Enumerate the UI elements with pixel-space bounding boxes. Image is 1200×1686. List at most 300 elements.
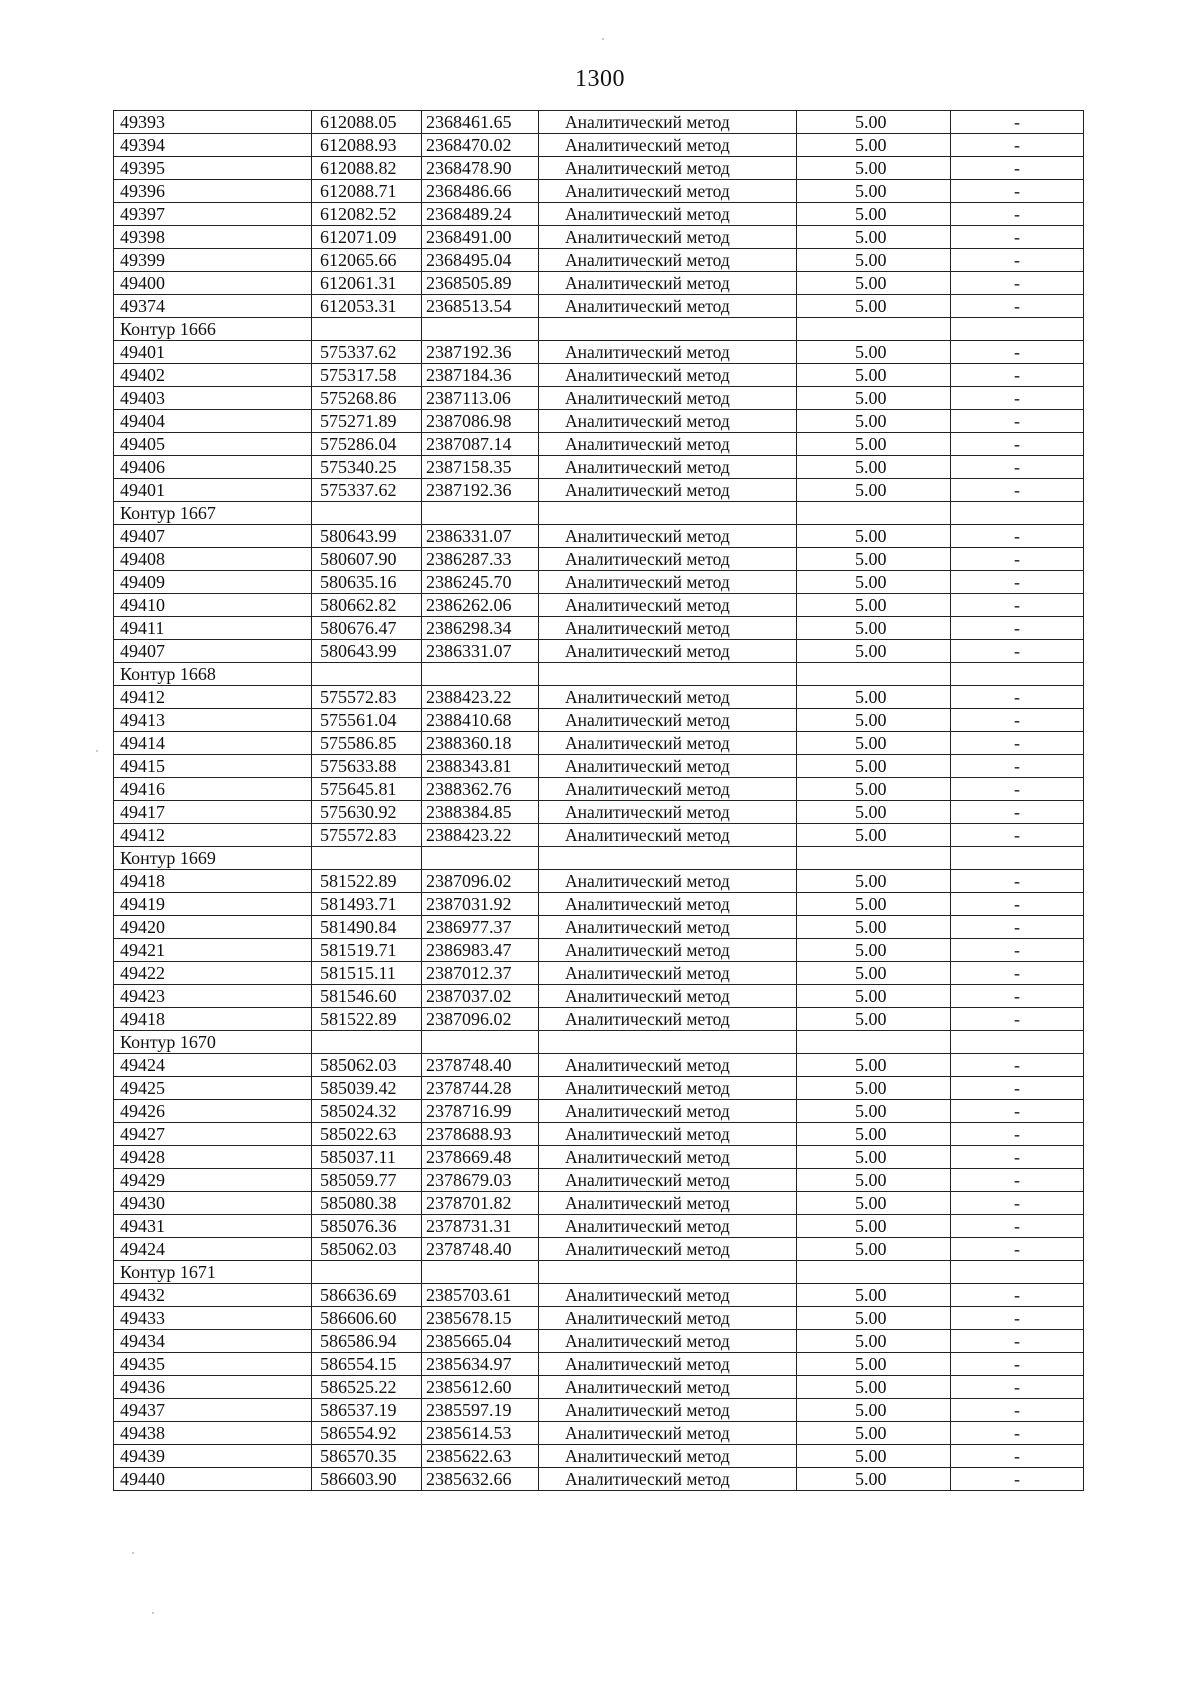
coordinates-table-body [114, 111, 1084, 1491]
point-id-cell: 49417 [114, 801, 312, 824]
point-id-cell: 49406 [114, 456, 312, 479]
method-cell: Аналитический метод [539, 295, 797, 318]
y-coordinate-cell: 2378669.48 [422, 1146, 539, 1169]
method-cell: Аналитический метод [539, 571, 797, 594]
point-id-cell: 49436 [114, 1376, 312, 1399]
y-coordinate-cell: 2388362.76 [422, 778, 539, 801]
method-cell: Аналитический метод [539, 1169, 797, 1192]
empty-cell [422, 1261, 539, 1284]
point-id-cell: 49416 [114, 778, 312, 801]
note-cell: - [951, 433, 1084, 456]
method-cell: Аналитический метод [539, 410, 797, 433]
note-cell: - [951, 1330, 1084, 1353]
point-id-cell: 49434 [114, 1330, 312, 1353]
empty-cell [422, 502, 539, 525]
y-coordinate-cell: 2386262.06 [422, 594, 539, 617]
method-cell: Аналитический метод [539, 1192, 797, 1215]
accuracy-value-cell: 5.00 [797, 732, 951, 755]
method-cell: Аналитический метод [539, 111, 797, 134]
point-id-cell: 49422 [114, 962, 312, 985]
y-coordinate-cell: 2368486.66 [422, 180, 539, 203]
accuracy-value-cell: 5.00 [797, 134, 951, 157]
note-cell: - [951, 939, 1084, 962]
method-cell: Аналитический метод [539, 157, 797, 180]
accuracy-value-cell: 5.00 [797, 755, 951, 778]
point-id-cell: 49396 [114, 180, 312, 203]
x-coordinate-cell: 580643.99 [312, 525, 422, 548]
note-cell: - [951, 962, 1084, 985]
point-id-cell: 49403 [114, 387, 312, 410]
method-cell: Аналитический метод [539, 778, 797, 801]
accuracy-value-cell: 5.00 [797, 1146, 951, 1169]
table-row [114, 824, 1084, 847]
point-id-cell: 49395 [114, 157, 312, 180]
y-coordinate-cell: 2387012.37 [422, 962, 539, 985]
note-cell: - [951, 1422, 1084, 1445]
note-cell: - [951, 1468, 1084, 1491]
x-coordinate-cell: 585062.03 [312, 1054, 422, 1077]
accuracy-value-cell: 5.00 [797, 1008, 951, 1031]
table-row [114, 341, 1084, 364]
scan-speck [152, 1612, 154, 1614]
accuracy-value-cell: 5.00 [797, 1215, 951, 1238]
x-coordinate-cell: 575572.83 [312, 824, 422, 847]
table-row [114, 1330, 1084, 1353]
accuracy-value-cell: 5.00 [797, 180, 951, 203]
point-id-cell: 49423 [114, 985, 312, 1008]
empty-cell [539, 1031, 797, 1054]
contour-header-row [114, 847, 1084, 870]
method-cell: Аналитический метод [539, 640, 797, 663]
method-cell: Аналитический метод [539, 525, 797, 548]
point-id-cell: 49419 [114, 893, 312, 916]
note-cell: - [951, 709, 1084, 732]
contour-label: Контур 1669 [114, 847, 312, 870]
contour-header-row [114, 1031, 1084, 1054]
empty-cell [312, 847, 422, 870]
x-coordinate-cell: 586570.35 [312, 1445, 422, 1468]
y-coordinate-cell: 2388410.68 [422, 709, 539, 732]
y-coordinate-cell: 2388423.22 [422, 686, 539, 709]
point-id-cell: 49428 [114, 1146, 312, 1169]
x-coordinate-cell: 612088.82 [312, 157, 422, 180]
point-id-cell: 49425 [114, 1077, 312, 1100]
point-id-cell: 49424 [114, 1238, 312, 1261]
point-id-cell: 49398 [114, 226, 312, 249]
accuracy-value-cell: 5.00 [797, 824, 951, 847]
point-id-cell: 49418 [114, 870, 312, 893]
note-cell: - [951, 111, 1084, 134]
table-row [114, 1307, 1084, 1330]
accuracy-value-cell: 5.00 [797, 893, 951, 916]
table-row [114, 134, 1084, 157]
note-cell: - [951, 824, 1084, 847]
y-coordinate-cell: 2368495.04 [422, 249, 539, 272]
point-id-cell: 49433 [114, 1307, 312, 1330]
accuracy-value-cell: 5.00 [797, 1307, 951, 1330]
accuracy-value-cell: 5.00 [797, 226, 951, 249]
point-id-cell: 49404 [114, 410, 312, 433]
accuracy-value-cell: 5.00 [797, 962, 951, 985]
y-coordinate-cell: 2387113.06 [422, 387, 539, 410]
empty-cell [312, 318, 422, 341]
y-coordinate-cell: 2386245.70 [422, 571, 539, 594]
note-cell: - [951, 686, 1084, 709]
note-cell: - [951, 1054, 1084, 1077]
contour-label: Контур 1671 [114, 1261, 312, 1284]
table-row [114, 410, 1084, 433]
x-coordinate-cell: 580635.16 [312, 571, 422, 594]
method-cell: Аналитический метод [539, 1077, 797, 1100]
accuracy-value-cell: 5.00 [797, 111, 951, 134]
table-row [114, 1100, 1084, 1123]
y-coordinate-cell: 2368461.65 [422, 111, 539, 134]
note-cell: - [951, 732, 1084, 755]
table-row [114, 962, 1084, 985]
note-cell: - [951, 341, 1084, 364]
table-row [114, 479, 1084, 502]
x-coordinate-cell: 575317.58 [312, 364, 422, 387]
method-cell: Аналитический метод [539, 1330, 797, 1353]
y-coordinate-cell: 2387031.92 [422, 893, 539, 916]
note-cell: - [951, 387, 1084, 410]
accuracy-value-cell: 5.00 [797, 203, 951, 226]
y-coordinate-cell: 2378748.40 [422, 1054, 539, 1077]
point-id-cell: 49429 [114, 1169, 312, 1192]
table-row [114, 985, 1084, 1008]
method-cell: Аналитический метод [539, 134, 797, 157]
method-cell: Аналитический метод [539, 801, 797, 824]
table-row [114, 157, 1084, 180]
point-id-cell: 49411 [114, 617, 312, 640]
point-id-cell: 49409 [114, 571, 312, 594]
point-id-cell: 49415 [114, 755, 312, 778]
note-cell: - [951, 617, 1084, 640]
method-cell: Аналитический метод [539, 962, 797, 985]
x-coordinate-cell: 575286.04 [312, 433, 422, 456]
empty-cell [951, 1261, 1084, 1284]
x-coordinate-cell: 585039.42 [312, 1077, 422, 1100]
empty-cell [312, 1261, 422, 1284]
y-coordinate-cell: 2385612.60 [422, 1376, 539, 1399]
x-coordinate-cell: 581522.89 [312, 870, 422, 893]
method-cell: Аналитический метод [539, 387, 797, 410]
y-coordinate-cell: 2378688.93 [422, 1123, 539, 1146]
method-cell: Аналитический метод [539, 916, 797, 939]
contour-header-row [114, 502, 1084, 525]
point-id-cell: 49420 [114, 916, 312, 939]
method-cell: Аналитический метод [539, 479, 797, 502]
note-cell: - [951, 985, 1084, 1008]
point-id-cell: 49401 [114, 341, 312, 364]
contour-label: Контур 1668 [114, 663, 312, 686]
method-cell: Аналитический метод [539, 341, 797, 364]
point-id-cell: 49430 [114, 1192, 312, 1215]
point-id-cell: 49424 [114, 1054, 312, 1077]
accuracy-value-cell: 5.00 [797, 295, 951, 318]
table-row [114, 226, 1084, 249]
y-coordinate-cell: 2387184.36 [422, 364, 539, 387]
y-coordinate-cell: 2368491.00 [422, 226, 539, 249]
note-cell: - [951, 157, 1084, 180]
x-coordinate-cell: 575561.04 [312, 709, 422, 732]
accuracy-value-cell: 5.00 [797, 640, 951, 663]
table-row [114, 1054, 1084, 1077]
empty-cell [951, 318, 1084, 341]
empty-cell [539, 1261, 797, 1284]
method-cell: Аналитический метод [539, 1054, 797, 1077]
table-row [114, 272, 1084, 295]
x-coordinate-cell: 586603.90 [312, 1468, 422, 1491]
note-cell: - [951, 456, 1084, 479]
x-coordinate-cell: 575572.83 [312, 686, 422, 709]
x-coordinate-cell: 586554.15 [312, 1353, 422, 1376]
table-row [114, 1238, 1084, 1261]
empty-cell [951, 1031, 1084, 1054]
accuracy-value-cell: 5.00 [797, 1123, 951, 1146]
accuracy-value-cell: 5.00 [797, 778, 951, 801]
point-id-cell: 49418 [114, 1008, 312, 1031]
note-cell: - [951, 1284, 1084, 1307]
table-row [114, 709, 1084, 732]
contour-label: Контур 1667 [114, 502, 312, 525]
note-cell: - [951, 272, 1084, 295]
contour-header-row [114, 663, 1084, 686]
y-coordinate-cell: 2385632.66 [422, 1468, 539, 1491]
method-cell: Аналитический метод [539, 824, 797, 847]
y-coordinate-cell: 2368513.54 [422, 295, 539, 318]
y-coordinate-cell: 2388384.85 [422, 801, 539, 824]
accuracy-value-cell: 5.00 [797, 1399, 951, 1422]
note-cell: - [951, 1445, 1084, 1468]
method-cell: Аналитический метод [539, 686, 797, 709]
empty-cell [539, 663, 797, 686]
x-coordinate-cell: 586586.94 [312, 1330, 422, 1353]
accuracy-value-cell: 5.00 [797, 870, 951, 893]
x-coordinate-cell: 575340.25 [312, 456, 422, 479]
x-coordinate-cell: 585059.77 [312, 1169, 422, 1192]
accuracy-value-cell: 5.00 [797, 272, 951, 295]
accuracy-value-cell: 5.00 [797, 1353, 951, 1376]
x-coordinate-cell: 575586.85 [312, 732, 422, 755]
y-coordinate-cell: 2388343.81 [422, 755, 539, 778]
table-row [114, 1169, 1084, 1192]
empty-cell [797, 502, 951, 525]
method-cell: Аналитический метод [539, 939, 797, 962]
point-id-cell: 49421 [114, 939, 312, 962]
empty-cell [422, 663, 539, 686]
note-cell: - [951, 1077, 1084, 1100]
y-coordinate-cell: 2387096.02 [422, 1008, 539, 1031]
y-coordinate-cell: 2387096.02 [422, 870, 539, 893]
contour-header-row [114, 1261, 1084, 1284]
y-coordinate-cell: 2385665.04 [422, 1330, 539, 1353]
note-cell: - [951, 640, 1084, 663]
note-cell: - [951, 364, 1084, 387]
x-coordinate-cell: 612082.52 [312, 203, 422, 226]
empty-cell [312, 502, 422, 525]
y-coordinate-cell: 2378744.28 [422, 1077, 539, 1100]
table-row [114, 387, 1084, 410]
note-cell: - [951, 479, 1084, 502]
x-coordinate-cell: 575337.62 [312, 341, 422, 364]
y-coordinate-cell: 2387158.35 [422, 456, 539, 479]
method-cell: Аналитический метод [539, 1100, 797, 1123]
method-cell: Аналитический метод [539, 1215, 797, 1238]
method-cell: Аналитический метод [539, 1445, 797, 1468]
method-cell: Аналитический метод [539, 1284, 797, 1307]
point-id-cell: 49399 [114, 249, 312, 272]
note-cell: - [951, 594, 1084, 617]
method-cell: Аналитический метод [539, 870, 797, 893]
note-cell: - [951, 1307, 1084, 1330]
note-cell: - [951, 1376, 1084, 1399]
accuracy-value-cell: 5.00 [797, 525, 951, 548]
point-id-cell: 49410 [114, 594, 312, 617]
y-coordinate-cell: 2385614.53 [422, 1422, 539, 1445]
table-row [114, 1192, 1084, 1215]
table-row [114, 617, 1084, 640]
y-coordinate-cell: 2386977.37 [422, 916, 539, 939]
y-coordinate-cell: 2386287.33 [422, 548, 539, 571]
point-id-cell: 49401 [114, 479, 312, 502]
note-cell: - [951, 916, 1084, 939]
accuracy-value-cell: 5.00 [797, 571, 951, 594]
method-cell: Аналитический метод [539, 1123, 797, 1146]
accuracy-value-cell: 5.00 [797, 249, 951, 272]
accuracy-value-cell: 5.00 [797, 1330, 951, 1353]
x-coordinate-cell: 580643.99 [312, 640, 422, 663]
x-coordinate-cell: 585080.38 [312, 1192, 422, 1215]
x-coordinate-cell: 586537.19 [312, 1399, 422, 1422]
table-row [114, 525, 1084, 548]
table-row [114, 732, 1084, 755]
table-row [114, 1422, 1084, 1445]
table-row [114, 686, 1084, 709]
empty-cell [312, 1031, 422, 1054]
y-coordinate-cell: 2386983.47 [422, 939, 539, 962]
method-cell: Аналитический метод [539, 893, 797, 916]
table-row [114, 249, 1084, 272]
y-coordinate-cell: 2368489.24 [422, 203, 539, 226]
accuracy-value-cell: 5.00 [797, 1169, 951, 1192]
x-coordinate-cell: 575633.88 [312, 755, 422, 778]
x-coordinate-cell: 612061.31 [312, 272, 422, 295]
empty-cell [422, 1031, 539, 1054]
x-coordinate-cell: 612053.31 [312, 295, 422, 318]
x-coordinate-cell: 585024.32 [312, 1100, 422, 1123]
table-row [114, 111, 1084, 134]
accuracy-value-cell: 5.00 [797, 1100, 951, 1123]
y-coordinate-cell: 2388360.18 [422, 732, 539, 755]
table-row [114, 1399, 1084, 1422]
x-coordinate-cell: 585022.63 [312, 1123, 422, 1146]
accuracy-value-cell: 5.00 [797, 341, 951, 364]
note-cell: - [951, 778, 1084, 801]
y-coordinate-cell: 2386331.07 [422, 640, 539, 663]
empty-cell [797, 1261, 951, 1284]
x-coordinate-cell: 581515.11 [312, 962, 422, 985]
empty-cell [539, 847, 797, 870]
y-coordinate-cell: 2385678.15 [422, 1307, 539, 1330]
method-cell: Аналитический метод [539, 456, 797, 479]
x-coordinate-cell: 581493.71 [312, 893, 422, 916]
point-id-cell: 49440 [114, 1468, 312, 1491]
method-cell: Аналитический метод [539, 1307, 797, 1330]
y-coordinate-cell: 2387087.14 [422, 433, 539, 456]
y-coordinate-cell: 2368478.90 [422, 157, 539, 180]
table-row [114, 364, 1084, 387]
accuracy-value-cell: 5.00 [797, 1376, 951, 1399]
y-coordinate-cell: 2385703.61 [422, 1284, 539, 1307]
method-cell: Аналитический метод [539, 226, 797, 249]
table-row [114, 1445, 1084, 1468]
point-id-cell: 49435 [114, 1353, 312, 1376]
table-row [114, 180, 1084, 203]
x-coordinate-cell: 580607.90 [312, 548, 422, 571]
accuracy-value-cell: 5.00 [797, 157, 951, 180]
x-coordinate-cell: 586606.60 [312, 1307, 422, 1330]
note-cell: - [951, 134, 1084, 157]
y-coordinate-cell: 2386331.07 [422, 525, 539, 548]
point-id-cell: 49407 [114, 640, 312, 663]
empty-cell [951, 502, 1084, 525]
method-cell: Аналитический метод [539, 709, 797, 732]
y-coordinate-cell: 2387192.36 [422, 341, 539, 364]
point-id-cell: 49400 [114, 272, 312, 295]
table-row [114, 1008, 1084, 1031]
accuracy-value-cell: 5.00 [797, 410, 951, 433]
point-id-cell: 49408 [114, 548, 312, 571]
x-coordinate-cell: 581519.71 [312, 939, 422, 962]
note-cell: - [951, 1100, 1084, 1123]
method-cell: Аналитический метод [539, 617, 797, 640]
method-cell: Аналитический метод [539, 594, 797, 617]
method-cell: Аналитический метод [539, 1376, 797, 1399]
point-id-cell: 49413 [114, 709, 312, 732]
point-id-cell: 49431 [114, 1215, 312, 1238]
contour-header-row [114, 318, 1084, 341]
accuracy-value-cell: 5.00 [797, 617, 951, 640]
x-coordinate-cell: 612071.09 [312, 226, 422, 249]
table-row [114, 801, 1084, 824]
x-coordinate-cell: 581546.60 [312, 985, 422, 1008]
note-cell: - [951, 295, 1084, 318]
empty-cell [797, 318, 951, 341]
point-id-cell: 49412 [114, 824, 312, 847]
table-row [114, 640, 1084, 663]
scan-speck [132, 1552, 134, 1554]
empty-cell [797, 847, 951, 870]
accuracy-value-cell: 5.00 [797, 1422, 951, 1445]
point-id-cell: 49426 [114, 1100, 312, 1123]
note-cell: - [951, 571, 1084, 594]
table-row [114, 755, 1084, 778]
accuracy-value-cell: 5.00 [797, 939, 951, 962]
x-coordinate-cell: 612088.93 [312, 134, 422, 157]
method-cell: Аналитический метод [539, 548, 797, 571]
x-coordinate-cell: 586525.22 [312, 1376, 422, 1399]
method-cell: Аналитический метод [539, 1353, 797, 1376]
y-coordinate-cell: 2368505.89 [422, 272, 539, 295]
x-coordinate-cell: 580662.82 [312, 594, 422, 617]
empty-cell [539, 502, 797, 525]
y-coordinate-cell: 2385597.19 [422, 1399, 539, 1422]
table-row [114, 939, 1084, 962]
accuracy-value-cell: 5.00 [797, 1054, 951, 1077]
method-cell: Аналитический метод [539, 272, 797, 295]
x-coordinate-cell: 585062.03 [312, 1238, 422, 1261]
